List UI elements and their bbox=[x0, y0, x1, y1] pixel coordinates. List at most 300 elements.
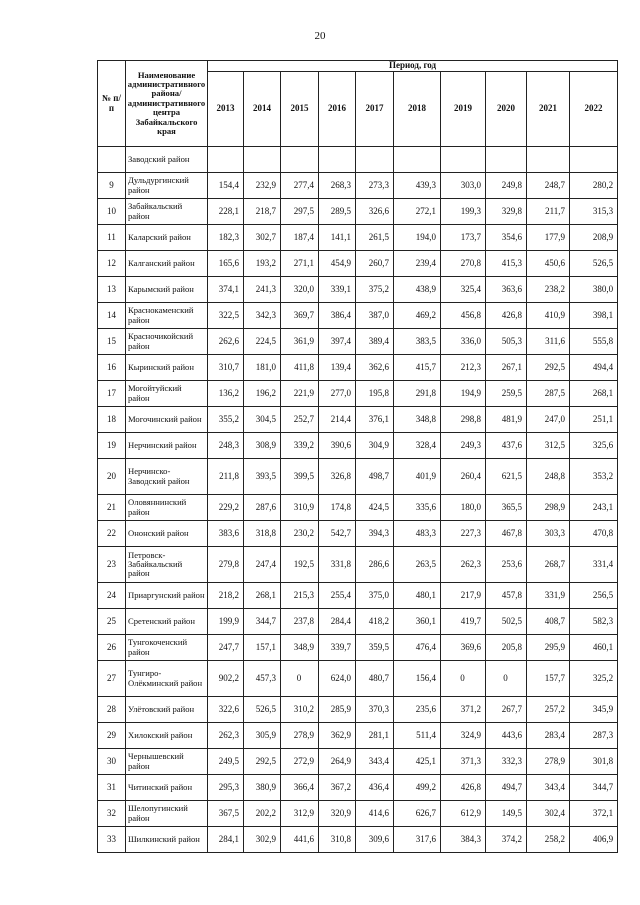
value-cell: 280,2 bbox=[570, 173, 618, 199]
value-cell: 277,0 bbox=[319, 381, 356, 407]
value-cell: 320,9 bbox=[319, 801, 356, 827]
value-cell: 542,7 bbox=[319, 521, 356, 547]
value-cell: 263,5 bbox=[394, 547, 441, 583]
value-cell: 408,7 bbox=[527, 609, 570, 635]
value-cell: 456,8 bbox=[441, 303, 486, 329]
value-cell: 273,3 bbox=[356, 173, 394, 199]
value-cell: 621,5 bbox=[486, 459, 527, 495]
column-header-period: Период, год bbox=[208, 61, 618, 72]
value-cell: 348,8 bbox=[394, 407, 441, 433]
value-cell: 369,7 bbox=[281, 303, 319, 329]
table-row bbox=[98, 407, 618, 433]
column-header-year: 2017 bbox=[356, 72, 394, 147]
value-cell: 343,4 bbox=[356, 749, 394, 775]
column-header-year: 2013 bbox=[208, 72, 244, 147]
value-cell: 136,2 bbox=[208, 381, 244, 407]
value-cell: 302,7 bbox=[244, 225, 281, 251]
value-cell: 249,5 bbox=[208, 749, 244, 775]
value-cell: 526,5 bbox=[244, 697, 281, 723]
value-cell: 335,6 bbox=[394, 495, 441, 521]
data-table bbox=[97, 60, 618, 853]
value-cell: 195,8 bbox=[356, 381, 394, 407]
value-cell: 218,7 bbox=[244, 199, 281, 225]
table-row bbox=[98, 775, 618, 801]
value-cell: 199,3 bbox=[441, 199, 486, 225]
value-cell: 394,3 bbox=[356, 521, 394, 547]
value-cell: 374,1 bbox=[208, 277, 244, 303]
value-cell: 248,3 bbox=[208, 433, 244, 459]
value-cell: 339,7 bbox=[319, 635, 356, 661]
value-cell bbox=[208, 147, 244, 173]
value-cell: 284,1 bbox=[208, 827, 244, 853]
row-name: Оловяннинский район bbox=[126, 495, 208, 521]
value-cell: 443,6 bbox=[486, 723, 527, 749]
value-cell: 367,5 bbox=[208, 801, 244, 827]
table-row bbox=[98, 225, 618, 251]
value-cell: 310,7 bbox=[208, 355, 244, 381]
value-cell: 624,0 bbox=[319, 661, 356, 697]
value-cell: 366,4 bbox=[281, 775, 319, 801]
value-cell: 287,3 bbox=[570, 723, 618, 749]
table-row bbox=[98, 251, 618, 277]
value-cell: 230,2 bbox=[281, 521, 319, 547]
value-cell bbox=[570, 147, 618, 173]
value-cell: 291,8 bbox=[394, 381, 441, 407]
value-cell: 437,6 bbox=[486, 433, 527, 459]
row-name: Улётовский район bbox=[126, 697, 208, 723]
row-number: 30 bbox=[98, 749, 126, 775]
value-cell: 389,4 bbox=[356, 329, 394, 355]
value-cell: 304,9 bbox=[356, 433, 394, 459]
value-cell: 494,4 bbox=[570, 355, 618, 381]
row-number: 23 bbox=[98, 547, 126, 583]
value-cell: 303,3 bbox=[527, 521, 570, 547]
value-cell: 376,1 bbox=[356, 407, 394, 433]
row-name: Сретенский район bbox=[126, 609, 208, 635]
value-cell: 205,8 bbox=[486, 635, 527, 661]
value-cell: 612,9 bbox=[441, 801, 486, 827]
value-cell: 268,7 bbox=[527, 547, 570, 583]
row-name: Красночикойский район bbox=[126, 329, 208, 355]
value-cell: 359,5 bbox=[356, 635, 394, 661]
value-cell: 457,3 bbox=[244, 661, 281, 697]
table-row bbox=[98, 583, 618, 609]
row-name: Каларский район bbox=[126, 225, 208, 251]
value-cell: 241,3 bbox=[244, 277, 281, 303]
value-cell: 173,7 bbox=[441, 225, 486, 251]
value-cell: 304,5 bbox=[244, 407, 281, 433]
value-cell: 256,5 bbox=[570, 583, 618, 609]
value-cell: 298,9 bbox=[527, 495, 570, 521]
value-cell: 397,4 bbox=[319, 329, 356, 355]
row-number: 9 bbox=[98, 173, 126, 199]
value-cell: 362,6 bbox=[356, 355, 394, 381]
page-number: 20 bbox=[314, 30, 326, 42]
row-number: 32 bbox=[98, 801, 126, 827]
value-cell: 312,5 bbox=[527, 433, 570, 459]
row-number: 20 bbox=[98, 459, 126, 495]
value-cell: 406,9 bbox=[570, 827, 618, 853]
value-cell: 258,2 bbox=[527, 827, 570, 853]
column-header-year: 2016 bbox=[319, 72, 356, 147]
value-cell: 374,2 bbox=[486, 827, 527, 853]
table-header bbox=[98, 61, 618, 147]
value-cell: 344,7 bbox=[244, 609, 281, 635]
row-number: 24 bbox=[98, 583, 126, 609]
value-cell: 278,9 bbox=[527, 749, 570, 775]
value-cell bbox=[527, 147, 570, 173]
value-cell: 221,9 bbox=[281, 381, 319, 407]
value-cell: 149,5 bbox=[486, 801, 527, 827]
row-number: 11 bbox=[98, 225, 126, 251]
table-row bbox=[98, 609, 618, 635]
value-cell: 253,6 bbox=[486, 547, 527, 583]
value-cell: 348,9 bbox=[281, 635, 319, 661]
row-name: Кыринский район bbox=[126, 355, 208, 381]
row-name: Петровск-Забайкальский район bbox=[126, 547, 208, 583]
value-cell: 196,2 bbox=[244, 381, 281, 407]
row-name: Дульдургинский район bbox=[126, 173, 208, 199]
table-row bbox=[98, 199, 618, 225]
value-cell: 202,2 bbox=[244, 801, 281, 827]
value-cell: 157,1 bbox=[244, 635, 281, 661]
value-cell: 297,5 bbox=[281, 199, 319, 225]
value-cell: 260,7 bbox=[356, 251, 394, 277]
value-cell: 286,6 bbox=[356, 547, 394, 583]
value-cell: 308,9 bbox=[244, 433, 281, 459]
value-cell: 371,3 bbox=[441, 749, 486, 775]
value-cell: 375,2 bbox=[356, 277, 394, 303]
value-cell: 237,8 bbox=[281, 609, 319, 635]
value-cell: 0 bbox=[281, 661, 319, 697]
table-row bbox=[98, 661, 618, 697]
value-cell: 248,7 bbox=[527, 173, 570, 199]
value-cell: 259,5 bbox=[486, 381, 527, 407]
value-cell: 262,3 bbox=[208, 723, 244, 749]
value-cell: 268,1 bbox=[244, 583, 281, 609]
column-header-number: № п/п bbox=[98, 61, 126, 147]
table-row bbox=[98, 697, 618, 723]
value-cell: 326,8 bbox=[319, 459, 356, 495]
value-cell: 480,1 bbox=[394, 583, 441, 609]
value-cell: 344,7 bbox=[570, 775, 618, 801]
value-cell: 387,0 bbox=[356, 303, 394, 329]
value-cell: 305,9 bbox=[244, 723, 281, 749]
value-cell: 390,6 bbox=[319, 433, 356, 459]
value-cell: 419,7 bbox=[441, 609, 486, 635]
table-row bbox=[98, 459, 618, 495]
column-header-year: 2022 bbox=[570, 72, 618, 147]
value-cell: 470,8 bbox=[570, 521, 618, 547]
value-cell: 249,8 bbox=[486, 173, 527, 199]
value-cell bbox=[441, 147, 486, 173]
value-cell: 320,0 bbox=[281, 277, 319, 303]
value-cell: 267,1 bbox=[486, 355, 527, 381]
value-cell: 322,5 bbox=[208, 303, 244, 329]
value-cell: 229,2 bbox=[208, 495, 244, 521]
value-cell: 325,6 bbox=[570, 433, 618, 459]
value-cell: 418,2 bbox=[356, 609, 394, 635]
value-cell: 278,9 bbox=[281, 723, 319, 749]
value-cell: 450,6 bbox=[527, 251, 570, 277]
row-number: 18 bbox=[98, 407, 126, 433]
value-cell: 243,1 bbox=[570, 495, 618, 521]
value-cell: 181,0 bbox=[244, 355, 281, 381]
row-number: 15 bbox=[98, 329, 126, 355]
table-row bbox=[98, 381, 618, 407]
value-cell: 211,8 bbox=[208, 459, 244, 495]
value-cell: 187,4 bbox=[281, 225, 319, 251]
row-name: Шелопугинский район bbox=[126, 801, 208, 827]
value-cell: 255,4 bbox=[319, 583, 356, 609]
row-name: Могойтуйский район bbox=[126, 381, 208, 407]
value-cell: 365,5 bbox=[486, 495, 527, 521]
value-cell: 555,8 bbox=[570, 329, 618, 355]
value-cell: 328,4 bbox=[394, 433, 441, 459]
table-row bbox=[98, 303, 618, 329]
value-cell: 211,7 bbox=[527, 199, 570, 225]
value-cell: 218,2 bbox=[208, 583, 244, 609]
row-name: Приаргунский район bbox=[126, 583, 208, 609]
value-cell: 272,9 bbox=[281, 749, 319, 775]
value-cell: 252,7 bbox=[281, 407, 319, 433]
value-cell: 325,4 bbox=[441, 277, 486, 303]
value-cell bbox=[486, 147, 527, 173]
table-row bbox=[98, 495, 618, 521]
value-cell: 193,2 bbox=[244, 251, 281, 277]
row-number bbox=[98, 147, 126, 173]
value-cell: 339,1 bbox=[319, 277, 356, 303]
value-cell: 284,4 bbox=[319, 609, 356, 635]
table-row bbox=[98, 635, 618, 661]
table-row bbox=[98, 749, 618, 775]
value-cell: 0 bbox=[441, 661, 486, 697]
value-cell: 325,2 bbox=[570, 661, 618, 697]
table-row bbox=[98, 801, 618, 827]
value-cell: 393,5 bbox=[244, 459, 281, 495]
value-cell: 268,1 bbox=[570, 381, 618, 407]
value-cell: 367,2 bbox=[319, 775, 356, 801]
value-cell: 227,3 bbox=[441, 521, 486, 547]
value-cell: 380,9 bbox=[244, 775, 281, 801]
row-name: Ононский район bbox=[126, 521, 208, 547]
value-cell: 257,2 bbox=[527, 697, 570, 723]
row-number: 21 bbox=[98, 495, 126, 521]
value-cell: 480,7 bbox=[356, 661, 394, 697]
value-cell: 215,3 bbox=[281, 583, 319, 609]
value-cell: 383,6 bbox=[208, 521, 244, 547]
value-cell: 354,6 bbox=[486, 225, 527, 251]
value-cell bbox=[281, 147, 319, 173]
value-cell: 399,5 bbox=[281, 459, 319, 495]
value-cell: 582,3 bbox=[570, 609, 618, 635]
value-cell: 426,8 bbox=[441, 775, 486, 801]
value-cell: 345,9 bbox=[570, 697, 618, 723]
value-cell: 415,3 bbox=[486, 251, 527, 277]
value-cell: 268,3 bbox=[319, 173, 356, 199]
table-row bbox=[98, 827, 618, 853]
value-cell: 483,3 bbox=[394, 521, 441, 547]
value-cell: 289,5 bbox=[319, 199, 356, 225]
value-cell: 342,3 bbox=[244, 303, 281, 329]
row-number: 10 bbox=[98, 199, 126, 225]
value-cell: 415,7 bbox=[394, 355, 441, 381]
value-cell: 303,0 bbox=[441, 173, 486, 199]
value-cell: 511,4 bbox=[394, 723, 441, 749]
value-cell: 212,3 bbox=[441, 355, 486, 381]
value-cell: 194,0 bbox=[394, 225, 441, 251]
value-cell: 436,4 bbox=[356, 775, 394, 801]
table-row bbox=[98, 433, 618, 459]
column-header-name: Наименование административного района/ административного центра Забайкальского края bbox=[126, 61, 208, 147]
table-row bbox=[98, 355, 618, 381]
row-number: 31 bbox=[98, 775, 126, 801]
value-cell: 295,3 bbox=[208, 775, 244, 801]
value-cell: 398,1 bbox=[570, 303, 618, 329]
value-cell: 238,2 bbox=[527, 277, 570, 303]
value-cell: 410,9 bbox=[527, 303, 570, 329]
value-cell: 194,9 bbox=[441, 381, 486, 407]
value-cell: 425,1 bbox=[394, 749, 441, 775]
row-name: Могочинский район bbox=[126, 407, 208, 433]
value-cell: 156,4 bbox=[394, 661, 441, 697]
value-cell: 355,2 bbox=[208, 407, 244, 433]
row-name: Краснокаменский район bbox=[126, 303, 208, 329]
value-cell: 217,9 bbox=[441, 583, 486, 609]
value-cell: 439,3 bbox=[394, 173, 441, 199]
value-cell: 272,1 bbox=[394, 199, 441, 225]
value-cell: 360,1 bbox=[394, 609, 441, 635]
value-cell: 224,5 bbox=[244, 329, 281, 355]
table-row bbox=[98, 147, 618, 173]
row-name: Забайкальский район bbox=[126, 199, 208, 225]
value-cell: 247,7 bbox=[208, 635, 244, 661]
column-header-year: 2014 bbox=[244, 72, 281, 147]
value-cell: 370,3 bbox=[356, 697, 394, 723]
value-cell: 310,9 bbox=[281, 495, 319, 521]
value-cell: 248,8 bbox=[527, 459, 570, 495]
row-number: 17 bbox=[98, 381, 126, 407]
value-cell: 438,9 bbox=[394, 277, 441, 303]
table-row bbox=[98, 723, 618, 749]
value-cell: 301,8 bbox=[570, 749, 618, 775]
value-cell: 302,4 bbox=[527, 801, 570, 827]
value-cell: 271,1 bbox=[281, 251, 319, 277]
value-cell: 467,8 bbox=[486, 521, 527, 547]
value-cell: 285,9 bbox=[319, 697, 356, 723]
value-cell: 481,9 bbox=[486, 407, 527, 433]
value-cell: 267,7 bbox=[486, 697, 527, 723]
value-cell: 426,8 bbox=[486, 303, 527, 329]
value-cell bbox=[356, 147, 394, 173]
value-cell: 369,6 bbox=[441, 635, 486, 661]
value-cell: 264,9 bbox=[319, 749, 356, 775]
value-cell: 309,6 bbox=[356, 827, 394, 853]
value-cell: 383,5 bbox=[394, 329, 441, 355]
value-cell: 281,1 bbox=[356, 723, 394, 749]
value-cell: 332,3 bbox=[486, 749, 527, 775]
value-cell: 494,7 bbox=[486, 775, 527, 801]
table-row bbox=[98, 329, 618, 355]
value-cell: 0 bbox=[486, 661, 527, 697]
value-cell: 339,2 bbox=[281, 433, 319, 459]
value-cell: 505,3 bbox=[486, 329, 527, 355]
value-cell: 287,6 bbox=[244, 495, 281, 521]
row-name: Хилокский район bbox=[126, 723, 208, 749]
value-cell: 324,9 bbox=[441, 723, 486, 749]
row-number: 26 bbox=[98, 635, 126, 661]
value-cell: 279,8 bbox=[208, 547, 244, 583]
column-header-year: 2019 bbox=[441, 72, 486, 147]
value-cell: 232,9 bbox=[244, 173, 281, 199]
value-cell: 235,6 bbox=[394, 697, 441, 723]
value-cell: 454,9 bbox=[319, 251, 356, 277]
value-cell: 363,6 bbox=[486, 277, 527, 303]
value-cell bbox=[244, 147, 281, 173]
value-cell: 457,8 bbox=[486, 583, 527, 609]
row-number: 19 bbox=[98, 433, 126, 459]
value-cell: 371,2 bbox=[441, 697, 486, 723]
row-name: Тунгокоченский район bbox=[126, 635, 208, 661]
value-cell: 318,8 bbox=[244, 521, 281, 547]
value-cell: 141,1 bbox=[319, 225, 356, 251]
value-cell: 311,6 bbox=[527, 329, 570, 355]
value-cell: 361,9 bbox=[281, 329, 319, 355]
value-cell: 375,0 bbox=[356, 583, 394, 609]
value-cell: 424,5 bbox=[356, 495, 394, 521]
value-cell: 292,5 bbox=[244, 749, 281, 775]
value-cell: 343,4 bbox=[527, 775, 570, 801]
value-cell: 260,4 bbox=[441, 459, 486, 495]
value-cell: 302,9 bbox=[244, 827, 281, 853]
value-cell bbox=[394, 147, 441, 173]
value-cell: 139,4 bbox=[319, 355, 356, 381]
value-cell: 312,9 bbox=[281, 801, 319, 827]
value-cell: 180,0 bbox=[441, 495, 486, 521]
value-cell: 157,7 bbox=[527, 661, 570, 697]
value-cell: 362,9 bbox=[319, 723, 356, 749]
value-cell: 214,4 bbox=[319, 407, 356, 433]
value-cell: 251,1 bbox=[570, 407, 618, 433]
value-cell: 295,9 bbox=[527, 635, 570, 661]
row-name: Тунгиро-Олёкминский район bbox=[126, 661, 208, 697]
row-number: 12 bbox=[98, 251, 126, 277]
value-cell: 292,5 bbox=[527, 355, 570, 381]
value-cell: 247,0 bbox=[527, 407, 570, 433]
row-number: 14 bbox=[98, 303, 126, 329]
value-cell: 182,3 bbox=[208, 225, 244, 251]
value-cell: 208,9 bbox=[570, 225, 618, 251]
value-cell: 441,6 bbox=[281, 827, 319, 853]
value-cell: 165,6 bbox=[208, 251, 244, 277]
value-cell: 283,4 bbox=[527, 723, 570, 749]
row-name: Карымский район bbox=[126, 277, 208, 303]
value-cell: 372,1 bbox=[570, 801, 618, 827]
row-name: Нерчинско-Заводский район bbox=[126, 459, 208, 495]
value-cell: 336,0 bbox=[441, 329, 486, 355]
value-cell: 384,3 bbox=[441, 827, 486, 853]
table-row bbox=[98, 277, 618, 303]
value-cell: 310,2 bbox=[281, 697, 319, 723]
value-cell: 192,5 bbox=[281, 547, 319, 583]
value-cell: 498,7 bbox=[356, 459, 394, 495]
value-cell: 239,4 bbox=[394, 251, 441, 277]
value-cell: 174,8 bbox=[319, 495, 356, 521]
row-name: Шилкинский район bbox=[126, 827, 208, 853]
row-number: 27 bbox=[98, 661, 126, 697]
value-cell: 298,8 bbox=[441, 407, 486, 433]
row-number: 25 bbox=[98, 609, 126, 635]
